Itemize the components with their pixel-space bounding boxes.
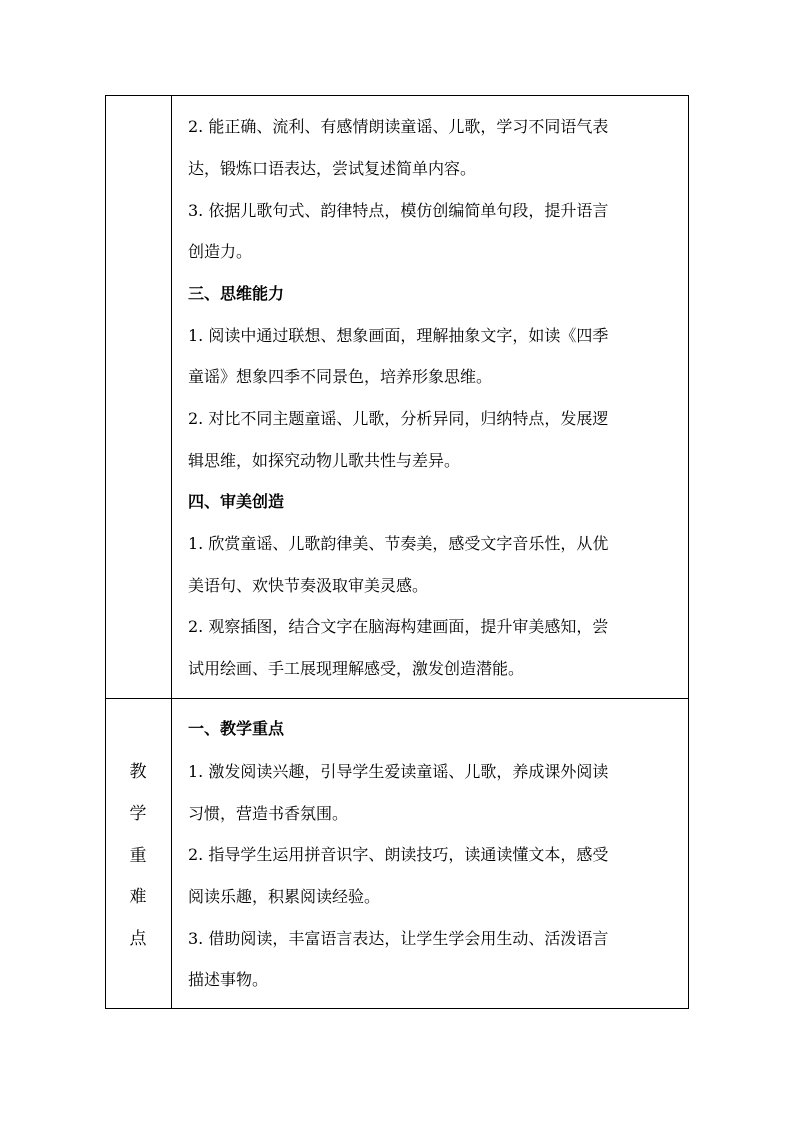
label-char: 难: [129, 887, 147, 907]
text-line: 阅读乐趣，积累阅读经验。: [188, 887, 381, 906]
lesson-plan-table: [105, 95, 689, 1009]
text-line: 3. 依据儿歌句式、韵律特点，模仿创编简单句段，提升语言: [188, 201, 609, 220]
text-line: 2. 指导学生运用拼音识字、朗读技巧，读通读懂文本，感受: [188, 845, 609, 864]
section-heading: 四、审美创造: [188, 492, 285, 511]
text-line: 1. 阅读中通过联想、想象画面，理解抽象文字，如读《四季: [188, 326, 609, 345]
key-points-content-cell: [171, 698, 689, 1009]
text-line: 美语句、欢快节奏汲取审美灵感。: [188, 576, 429, 595]
label-char: 点: [129, 929, 147, 949]
text-line: 2. 观察插图，结合文字在脑海构建画面，提升审美感知，尝: [188, 617, 609, 636]
label-char: 重: [129, 846, 147, 866]
text-line: 1. 激发阅读兴趣，引导学生爱读童谣、儿歌，养成课外阅读: [188, 762, 609, 781]
label-char: 学: [129, 804, 147, 824]
text-line: 描述事物。: [188, 970, 269, 989]
section-heading: 三、思维能力: [188, 284, 285, 303]
text-line: 3. 借助阅读，丰富语言表达，让学生学会用生动、活泼语言: [188, 929, 609, 948]
text-line: 习惯，营造书香氛围。: [188, 804, 349, 823]
text-line: 达，锻炼口语表达，尝试复述简单内容。: [188, 159, 477, 178]
objectives-content-cell: [171, 95, 689, 698]
text-line: 试用绘画、手工展现理解感受，激发创造潜能。: [188, 659, 525, 678]
text-line: 童谣》想象四季不同景色，培养形象思维。: [188, 367, 493, 386]
text-line: 创造力。: [188, 242, 253, 261]
text-line: 辑思维，如探究动物儿歌共性与差异。: [188, 451, 461, 470]
text-line: 2. 能正确、流利、有感情朗读童谣、儿歌，学习不同语气表: [188, 117, 609, 136]
label-char: 教: [129, 762, 147, 782]
text-line: 1. 欣赏童谣、儿歌韵律美、节奏美，感受文字音乐性，从优: [188, 534, 609, 553]
section-heading: 一、教学重点: [188, 719, 285, 738]
key-points-label-cell: [105, 698, 171, 1009]
text-line: 2. 对比不同主题童谣、儿歌，分析异同，归纳特点，发展逻: [188, 409, 609, 428]
